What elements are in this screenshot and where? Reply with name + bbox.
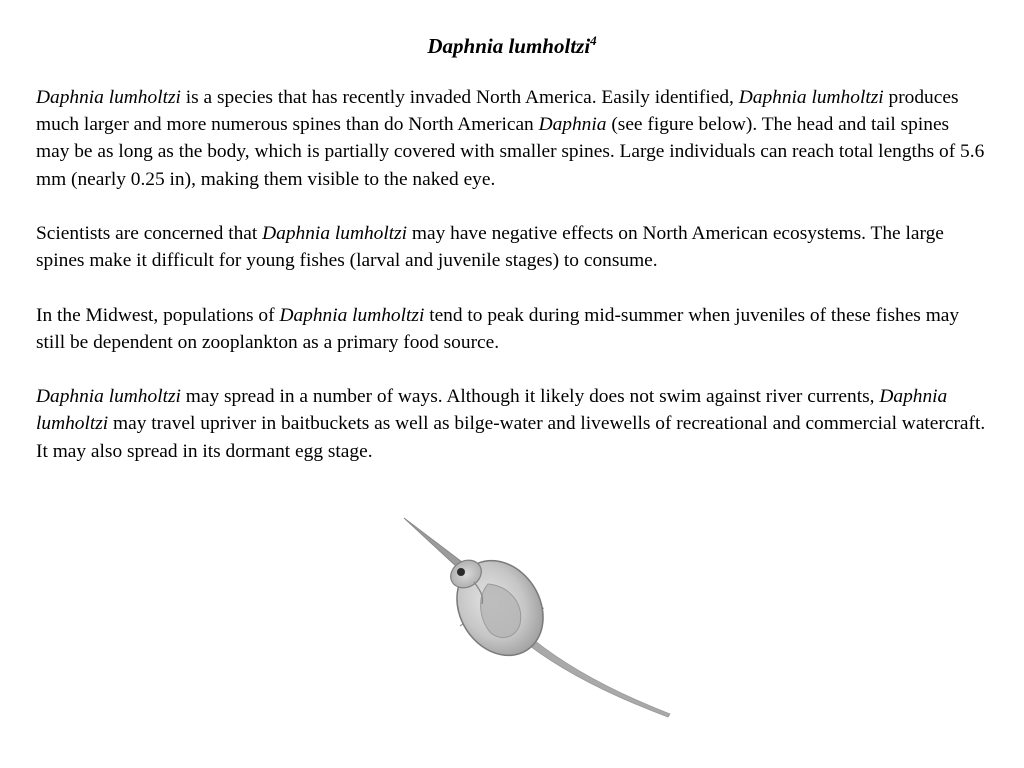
- paragraph: [36, 84, 986, 193]
- text-segment: tend to peak during mid-summer when juveniles of these fishes may still be dependent on zooplankton as a primary food source.: [36, 304, 960, 353]
- species-name: Daphnia lumholtzi: [279, 304, 425, 326]
- text-segment: is a species that has recently invaded North America. Easily identified,: [180, 87, 739, 108]
- daphnia-organism-photo: [384, 500, 684, 725]
- text-segment: produces much larger and more numerous spines than do North American: [36, 87, 959, 136]
- title-text: Daphnia lumholtzi: [427, 34, 591, 58]
- paragraph: [36, 383, 986, 465]
- text-segment: may travel upriver in baitbuckets as well as bilge-water and livewells of recreational and commercial watercraft. It may also spread in its dormant egg stage.: [36, 413, 986, 462]
- paragraph: [36, 302, 986, 356]
- species-name: Daphnia lumholtzi: [36, 386, 948, 435]
- title-footnote-marker: 4: [590, 33, 597, 48]
- text-segment: may have negative effects on North American ecosystems. The large spines make it difficult for young fishes (larval and juvenile stages) to consume.: [36, 223, 944, 272]
- body-text: [36, 84, 986, 465]
- species-name: Daphnia lumholtzi: [36, 87, 181, 108]
- text-segment: Scientists are concerned that: [36, 223, 263, 244]
- eye: [457, 568, 465, 576]
- page-title: [0, 33, 1024, 59]
- species-name: Daphnia lumholtzi: [738, 87, 884, 108]
- species-name: Daphnia lumholtzi: [36, 386, 181, 408]
- daphnia-figure: [384, 500, 684, 725]
- paragraph: [36, 220, 986, 274]
- text-segment: may spread in a number of ways. Although it likely does not swim against river currents,: [180, 386, 880, 408]
- text-segment: (see figure below). The head and tail spines may be as long as the body, which is partially covered with smaller spines. Large individuals can reach total lengths of 5.6 mm (nearly 0.25 in), making them visible to the naked eye.: [36, 114, 985, 190]
- genus-name: Daphnia: [538, 114, 607, 136]
- species-name: Daphnia lumholtzi: [262, 223, 408, 244]
- text-segment: In the Midwest, populations of: [36, 304, 280, 326]
